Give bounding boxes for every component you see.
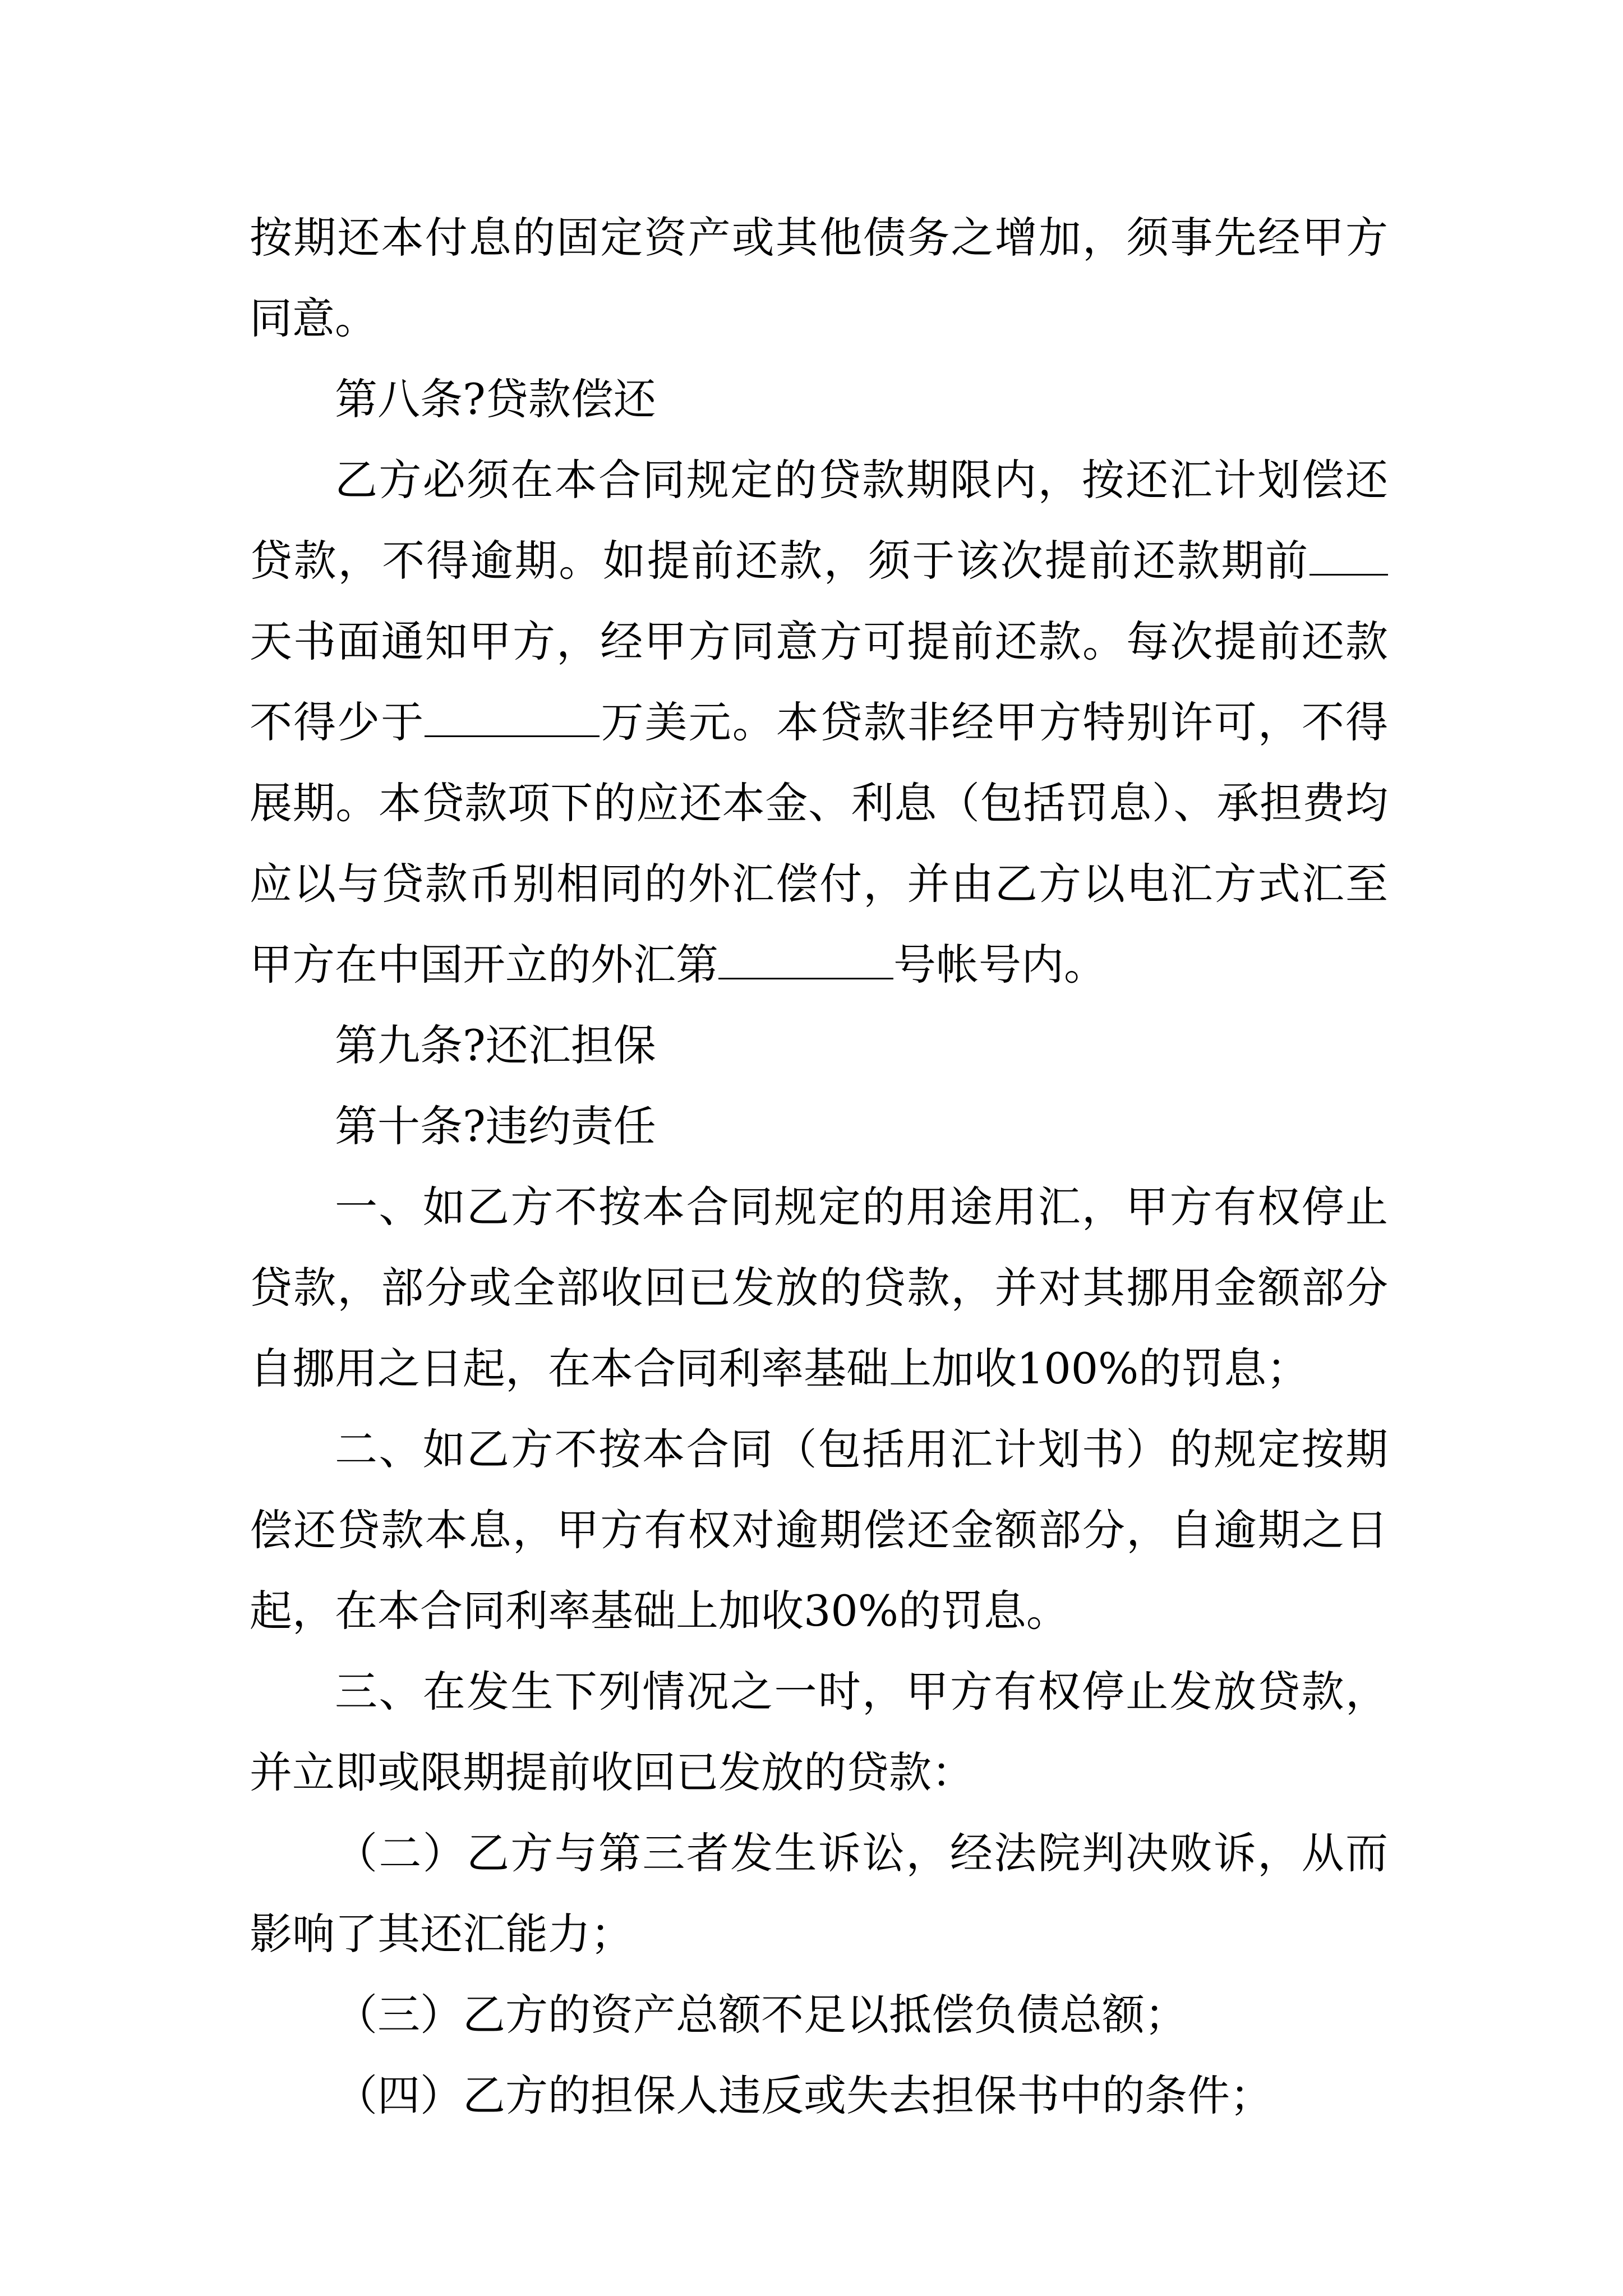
repayment-text-part-3: 万美元。本贷款非经甲方特别许可，不得展期。本贷款项下的应还本金、利息（包括罚息）、承担费均应以与贷款币别相同的外汇偿付，并由乙方以电汇方式汇至甲方在中国开立的外汇第 xyxy=(250,697,1389,990)
paragraph-repayment-terms xyxy=(250,440,1388,1005)
paragraph-condition-2: （二）乙方与第三者发生诉讼，经法院判决败诉，从而影响了其还汇能力； xyxy=(250,1828,1388,1959)
repayment-text-part-4: 号帐号内。 xyxy=(893,940,1106,990)
paragraph-liability-item-1: 一、如乙方不按本合同规定的用途用汇，甲方有权停止贷款，部分或全部收回已发放的贷款，并对其挪用金额部分自挪用之日起，在本合同利率基础上加收100%的罚息； xyxy=(250,1182,1388,1393)
blank-notice-days xyxy=(1310,535,1388,576)
paragraph-liability-item-2: 二、如乙方不按本合同（包括用汇计划书）的规定按期偿还贷款本息，甲方有权对逾期偿还金额部分，自逾期之日起，在本合同利率基础上加收30%的罚息。 xyxy=(250,1424,1388,1636)
repayment-text-part-1: 乙方必须在本合同规定的贷款期限内，按还汇计划偿还贷款，不得逾期。如提前还款，须于该次提前还款期前 xyxy=(250,455,1388,586)
document-body xyxy=(250,197,1388,2136)
paragraph-condition-3: （三）乙方的资产总额不足以抵偿负债总额； xyxy=(335,1990,1187,2040)
paragraph-asset-debt-consent: 按期还本付息的固定资产或其他债务之增加，须事先经甲方同意。 xyxy=(250,213,1388,343)
blank-account-number xyxy=(718,938,893,979)
paragraph-condition-4: （四）乙方的担保人违反或失去担保书中的条件； xyxy=(335,2070,1272,2120)
paragraph-liability-item-3: 三、在发生下列情况之一时，甲方有权停止发放贷款，并立即或限期提前收回已发放的贷款： xyxy=(250,1667,1388,1797)
repayment-text-part-2: 天书面通知甲方，经甲方同意方可提前还款。每次提前还款不得少于 xyxy=(250,616,1388,747)
heading-article-9-guarantee: 第九条?还汇担保 xyxy=(335,1020,656,1070)
heading-article-10-liability: 第十条?违约责任 xyxy=(335,1101,656,1151)
blank-min-amount xyxy=(425,696,600,737)
heading-article-8-loan-repayment: 第八条?贷款偿还 xyxy=(335,374,656,424)
